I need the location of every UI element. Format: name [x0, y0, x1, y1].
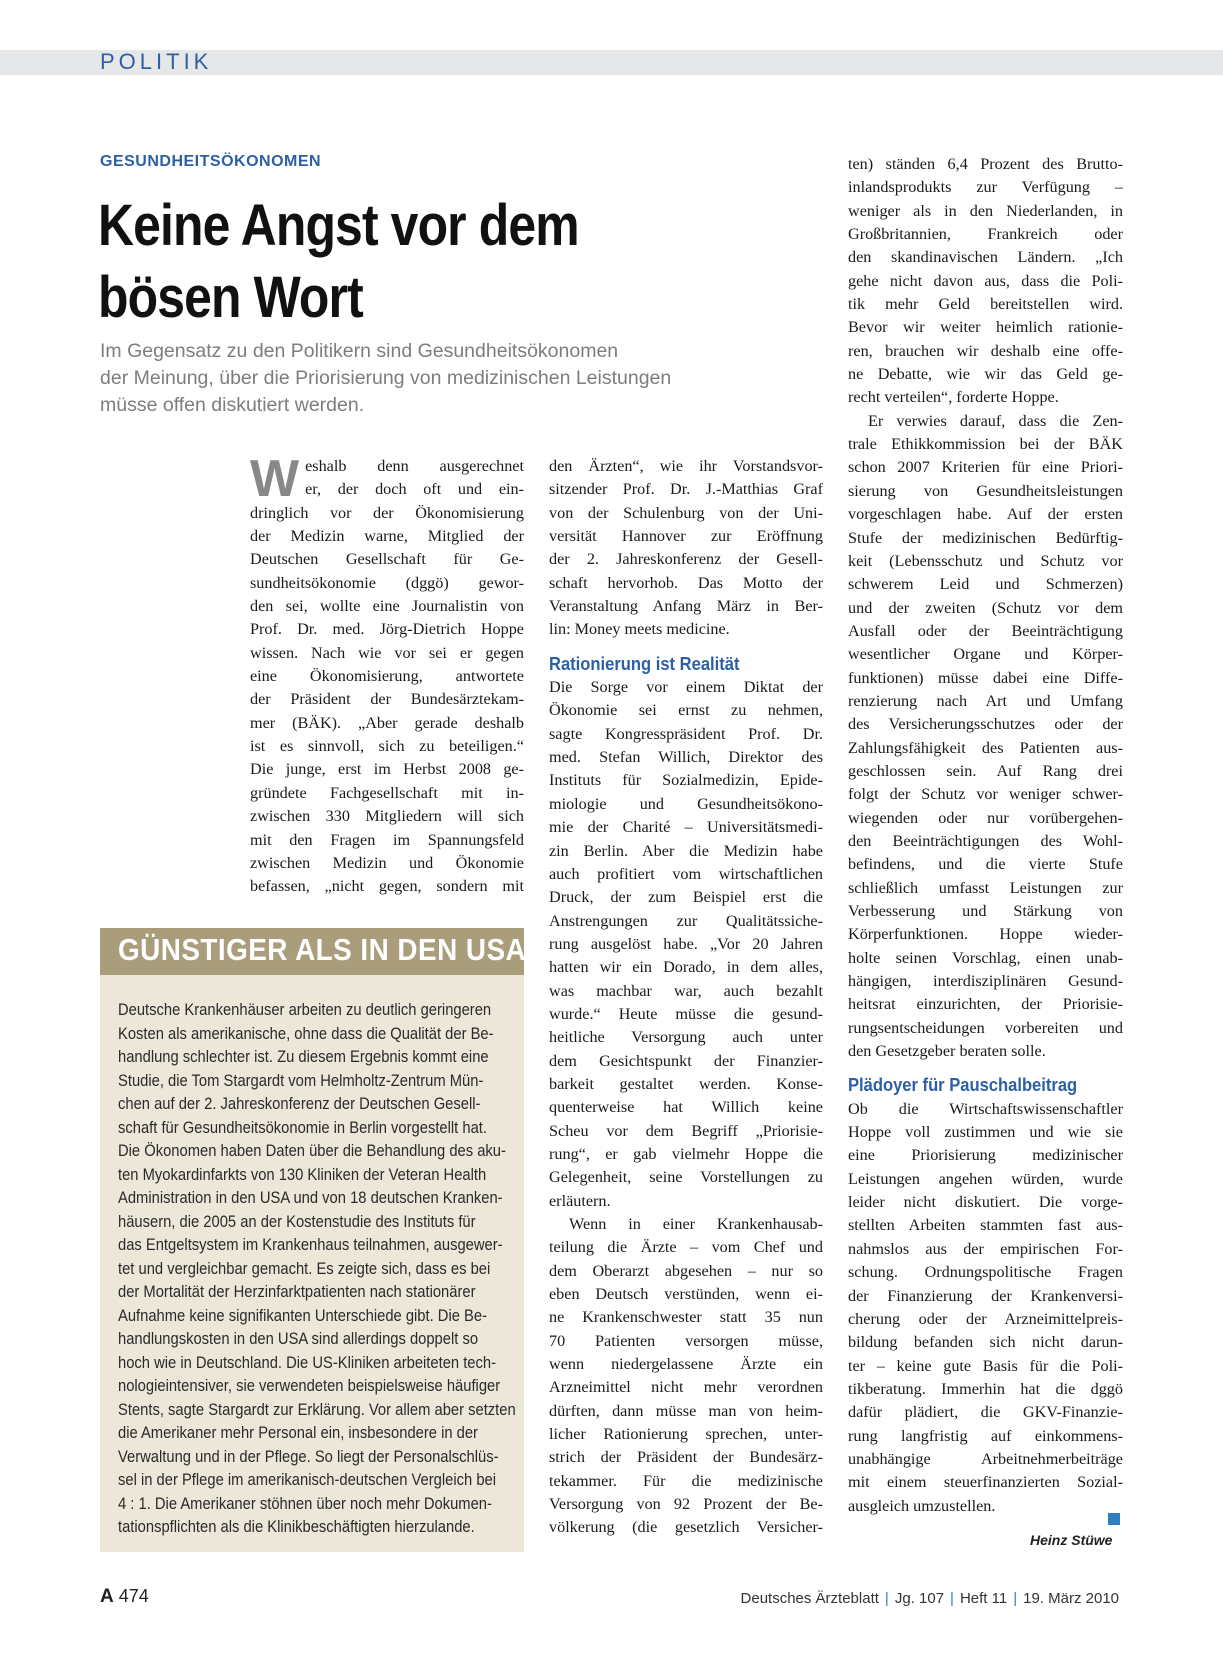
text-line: den Beeinträchtigungen des Wohl- — [848, 831, 1123, 850]
text-line: den skandinavischen Ländern. „Ich — [848, 248, 1123, 267]
text-line: ter – keine gute Basis für die Poli- — [848, 1356, 1123, 1375]
lead-line: Im Gegensatz zu den Politikern sind Gesundheitsökonomen — [100, 340, 619, 362]
text-line: sagte Kongresspräsident Prof. Dr. — [549, 724, 823, 743]
text-line: keit (Lebensschutz und Schutz vor — [848, 551, 1123, 570]
footer-citation: Deutsches Ärzteblatt | Jg. 107 | Heft 11 | 19. März 2010 — [740, 1590, 1119, 1607]
text-line: heitliche Versorgung auch unter — [549, 1028, 823, 1047]
text-line: funktionen) müsse dabei eine Diffe- — [848, 668, 1123, 687]
headline-line-2: bösen Wort — [98, 265, 363, 330]
text-line: hängigen, interdisziplinären Gesund- — [848, 972, 1123, 991]
text-line: dürften, dann müsse man von heim- — [549, 1401, 823, 1420]
text-line: Deutschen Gesellschaft für Ge- — [250, 550, 524, 569]
sidebar-text-line: Aufnahme keine signifikanten Unterschiede gibt. Die Be- — [118, 1306, 487, 1325]
text-line: befassen, „nicht gegen, sondern mit — [250, 877, 524, 896]
text-line: von der Schulenburg von der Uni- — [549, 503, 823, 522]
text-line: den Ärzten“, wie ihr Vorstandsvor- — [549, 457, 823, 475]
sidebar-box-header — [100, 928, 527, 975]
text-line: leider nicht diskutiert. Die vorge- — [848, 1193, 1123, 1212]
article-column-1 — [250, 450, 524, 899]
text-line: Körperfunktionen. Hoppe wieder- — [848, 925, 1123, 944]
sidebar-text-line: tationspflichten als die Klinikbeschäftigten hierzulande. — [118, 1518, 475, 1536]
text-line: schung. Ordnungspolitische Fragen — [848, 1263, 1123, 1282]
subheading: Plädoyer für Pauschalbeitrag — [848, 1075, 1078, 1096]
sidebar-text-line: das Entgeltsystem im Krankenhaus teilnahmen, ausgewer- — [118, 1236, 503, 1254]
author-name: Heinz Stüwe — [1030, 1532, 1113, 1548]
text-line: und der zweiten (Schutz vor dem — [848, 598, 1123, 617]
text-line: Bevor wir weiter heimlich rationie- — [848, 318, 1123, 337]
text-line: schaft hervorhob. Das Motto der — [549, 573, 823, 592]
sidebar-text-line: Die Ökonomen haben Daten über die Behandlung des aku- — [118, 1142, 506, 1160]
text-line: licher Rationierung sprechen, unter- — [549, 1425, 823, 1444]
text-line: versität Hannover zur Eröffnung — [549, 527, 823, 546]
text-line: ausgleich umzustellen. — [848, 1496, 996, 1515]
text-line: was machbar war, auch bezahlt — [549, 981, 823, 1000]
text-line: wurde.“ Heute müsse die gesund- — [549, 1004, 823, 1023]
text-line: folgt der Schutz vor weniger schwer- — [848, 785, 1123, 804]
sidebar-text-line: handlung schlechter ist. Zu diesem Ergebnis kommt eine — [118, 1048, 489, 1066]
journal-date: 19. März 2010 — [1023, 1590, 1119, 1607]
text-line: lin: Money meets medicine. — [549, 620, 730, 639]
article-column-2 — [549, 455, 823, 1540]
lead-line: der Meinung, über die Priorisierung von medizinischen Leistungen — [100, 367, 672, 389]
text-line: mit einem steuerfinanzierten Sozial- — [848, 1473, 1123, 1492]
text-line: Ökonomie sei ernst zu nehmen, — [549, 701, 823, 720]
text-line: den Gesetzgeber beraten solle. — [848, 1042, 1046, 1061]
text-line: heitsrat einzurichten, der Priorisie- — [848, 995, 1123, 1014]
text-line: Verbesserung und Stärkung von — [848, 902, 1123, 920]
text-line: barkeit gestaltet werden. Konse- — [549, 1074, 823, 1093]
text-line: gründete Fachgesellschaft mit in- — [250, 783, 524, 802]
text-line: Stufe der medizinischen Bedürftig- — [848, 528, 1123, 547]
lead-line: müsse offen diskutiert werden. — [100, 394, 365, 416]
sidebar-text-line: häusern, die 2005 an der Kostenstudie des Instituts für — [118, 1212, 476, 1231]
text-line: zin Berlin. Aber die Medizin habe — [549, 841, 823, 860]
text-line: Die junge, erst im Herbst 2008 ge- — [250, 760, 524, 779]
text-line: sierung von Gesundheitsleistungen — [848, 481, 1123, 500]
text-line: teilung die Ärzte – vom Chef und — [549, 1238, 823, 1257]
sidebar-text-line: die Amerikaner mehr Personal ein, insbesondere in der — [118, 1424, 478, 1442]
text-line: vorgeschlagen habe. Auf der ersten — [848, 505, 1123, 524]
text-line: wesentlicher Organe und Körper- — [848, 645, 1123, 664]
text-line: schon 2007 Kriterien für eine Priori- — [848, 458, 1123, 477]
text-line: schwerem Leid und Schmerzen) — [848, 575, 1123, 594]
sidebar-box-title: GÜNSTIGER ALS IN DEN USA — [118, 932, 527, 967]
text-line: Instituts für Sozialmedizin, Epide- — [549, 771, 823, 790]
text-line: der Präsident der Bundesärztekam- — [250, 690, 524, 709]
headline-line-1: Keine Angst vor dem — [98, 193, 579, 258]
text-line: ist es sinnvoll, sich zu beteiligen.“ — [250, 737, 524, 756]
text-line: Er verwies darauf, dass die Zen- — [868, 411, 1123, 430]
text-line: recht verteilen“, forderte Hoppe. — [848, 388, 1059, 407]
text-line: Versorgung von 92 Prozent der Be- — [549, 1495, 823, 1514]
text-line: Scheu vor dem Begriff „Priorisie- — [549, 1121, 823, 1140]
text-line: Leistungen angehen würden, wurde — [848, 1169, 1123, 1188]
text-line: der 2. Jahreskonferenz der Gesell- — [549, 550, 823, 569]
journal-issue: Heft 11 — [959, 1590, 1008, 1607]
text-line: wissen. Nach wie vor sei er gegen — [250, 643, 524, 662]
sidebar-text-line: hoch wie in Deutschland. Die US-Kliniken arbeiteten tech- — [118, 1353, 497, 1372]
text-line: 70 Patienten versorgen müsse, — [549, 1331, 823, 1350]
sidebar-text-line: Verwaltung und in der Pflege. So liegt der Personalschlüs- — [118, 1447, 499, 1466]
page-num-value: 474 — [118, 1586, 149, 1606]
sidebar-box-body — [118, 999, 516, 1540]
subheading: Rationierung ist Realität — [549, 653, 740, 674]
text-line: holte seinen Vorschlag, einen unab- — [848, 948, 1123, 967]
text-line: Druck, der zum Beispiel erst die — [549, 888, 823, 907]
text-line: mit den Fragen im Spannungsfeld — [250, 830, 524, 849]
text-line: Prof. Dr. med. Jörg-Dietrich Hoppe — [250, 620, 524, 639]
end-mark-icon — [1108, 1513, 1120, 1525]
text-line: völkerung (die gesetzlich Versicher- — [549, 1518, 823, 1537]
text-line: Arzneimittel nicht mehr verordnen — [549, 1378, 823, 1397]
page-prefix: A — [100, 1586, 114, 1607]
journal-name: Deutsches Ärzteblatt — [740, 1590, 879, 1607]
text-line: Veranstaltung Anfang März in Ber- — [549, 597, 823, 616]
text-line: ne Krankenschwester statt 35 nun — [549, 1308, 823, 1327]
sidebar-text-line: chen auf der 2. Jahreskonferenz der Deutschen Gesell- — [118, 1095, 481, 1113]
sidebar-text-line: nologieintensiver, sie verwendeten beispielsweise häufiger — [118, 1377, 501, 1395]
text-line: den sei, wollte eine Journalistin von — [250, 597, 524, 616]
text-line: Ausfall oder der Beeinträchtigung — [848, 621, 1123, 640]
text-line: Gelegenheit, seine Vorstellungen zu — [549, 1168, 823, 1187]
text-line: dafür plädiert, die GKV-Finanzie- — [848, 1403, 1123, 1422]
text-line: weniger als in den Niederlanden, in — [848, 201, 1123, 220]
text-line: dringlich vor der Ökonomisierung — [250, 503, 524, 522]
text-line: ne Debatte, wie wir das Geld ge- — [848, 365, 1123, 384]
text-line: mie der Charité – Universitätsmedi- — [549, 818, 823, 837]
text-line: geschlossen sein. Auf Rang drei — [848, 761, 1123, 780]
text-line: tik mehr Geld bereitstellen wird. — [848, 295, 1123, 314]
text-line: gehe nicht davon aus, dass die Poli- — [848, 271, 1123, 290]
text-line: Anstrengungen zur Qualitätssiche- — [549, 911, 823, 930]
text-line: auch profitiert vom wirtschaftlichen — [549, 864, 823, 883]
kicker: GESUNDHEITSÖKONOMEN — [100, 153, 322, 170]
sidebar-text-line: tet und vergleichbar gemacht. Es zeigte sich, dass es bei — [118, 1259, 491, 1278]
text-line: Ob die Wirtschaftswissenschaftler — [848, 1099, 1123, 1118]
text-line: eshalb denn ausgerechnet — [305, 457, 524, 475]
text-line: rungsentscheidungen vorbereiten und — [848, 1018, 1123, 1037]
text-line: unabhängige Arbeitnehmerbeiträge — [848, 1449, 1123, 1468]
text-line: der Medizin warne, Mitglied der — [250, 527, 524, 546]
text-line: er, der doch oft und ein- — [305, 480, 524, 499]
text-line: renzierung nach Art und Umfang — [848, 691, 1123, 710]
text-line: cherung oder der Arzneimittelpreis- — [848, 1309, 1123, 1328]
text-line: trale Ethikkommission bei der BÄK — [848, 435, 1123, 454]
sidebar-text-line: Studie, die Tom Stargardt vom Helmholtz-Zentrum Mün- — [118, 1071, 484, 1090]
text-line: med. Stefan Willich, Direktor des — [549, 748, 823, 767]
sidebar-box — [100, 928, 527, 1552]
text-line: tikberatung. Immerhin hat die dggö — [848, 1379, 1123, 1398]
sidebar-text-line: Kosten als amerikanische, ohne dass die Qualität der Be- — [118, 1024, 494, 1043]
text-line: eine Priorisierung medizinischer — [848, 1146, 1123, 1165]
text-line: schließlich umfasst Leistungen zur — [848, 878, 1123, 897]
sidebar-text-line: schaft für Gesundheitsökonomie in Berlin vorgestellt hat. — [118, 1118, 487, 1137]
text-line: miologie und Gesundheitsökono- — [549, 794, 823, 813]
text-line: hatten wir ein Dorado, in dem alles, — [549, 958, 823, 977]
text-line: bildung befanden sich nicht darun- — [848, 1333, 1123, 1352]
text-line: befindens, und die vierte Stufe — [848, 855, 1123, 874]
text-line: strich der Präsident der Bundesärz- — [549, 1448, 823, 1467]
sidebar-text-line: handlungskosten in den USA sind allerdings doppelt so — [118, 1330, 479, 1348]
text-line: wenn niedergelassene Ärzte ein — [549, 1355, 823, 1374]
text-line: zwischen 330 Mitgliedern will sich — [250, 807, 524, 826]
text-line: Großbritannien, Frankreich oder — [848, 225, 1123, 244]
text-line: Die Sorge vor einem Diktat der — [549, 678, 823, 697]
text-line: tekammer. Für die medizinische — [549, 1471, 823, 1490]
text-line: stellten Arbeiten stammten fast aus- — [848, 1216, 1123, 1235]
text-line: dem Oberarzt abgesehen – nur so — [549, 1261, 823, 1280]
text-line: ten) ständen 6,4 Prozent des Brutto- — [848, 155, 1123, 173]
text-line: wiegenden oder nur vorübergehen- — [848, 808, 1123, 827]
section-label: POLITIK — [100, 49, 213, 74]
text-line: erläutern. — [549, 1191, 611, 1210]
text-line: mer (BÄK). „Aber gerade deshalb — [250, 713, 524, 732]
article-column-3 — [848, 153, 1123, 1518]
journal-volume: Jg. 107 — [894, 1590, 945, 1607]
sidebar-text-line: sel in der Pflege im amerikanisch-deutschen Vergleich bei — [118, 1471, 497, 1489]
text-line: eine Ökonomisierung, antwortete — [250, 667, 524, 686]
lead-paragraph — [100, 338, 820, 419]
text-line: nahmslos aus der empirischen For- — [848, 1239, 1123, 1258]
text-line: eben Deutsch verstünden, wenn ei- — [549, 1285, 823, 1304]
sidebar-text-line: der Mortalität der Herzinfarktpatienten nach stationärer — [118, 1283, 476, 1301]
text-line: zwischen Medizin und Ökonomie — [250, 853, 524, 872]
sidebar-text-line: Administration in den USA und von 18 deutschen Kranken- — [118, 1189, 503, 1207]
text-line: des Versicherungsschutzes oder der — [848, 715, 1123, 734]
headline — [98, 190, 579, 334]
drop-cap: W — [250, 450, 300, 508]
sidebar-text-line: Stents, sagte Stargardt zur Erklärung. Vor allem aber setzten — [118, 1400, 516, 1419]
sidebar-text-line: 4 : 1. Die Amerikaner stöhnen über noch mehr Dokumen- — [118, 1494, 492, 1513]
text-line: ren, brauchen wir deshalb eine offe- — [848, 341, 1123, 360]
text-line: inlandsprodukts zur Verfügung – — [848, 178, 1123, 197]
text-line: Wenn in einer Krankenhausab- — [569, 1215, 823, 1233]
text-line: der Finanzierung der Krankenversi- — [848, 1286, 1123, 1305]
text-line: Hoppe voll zustimmen und wie sie — [848, 1123, 1123, 1142]
text-line: rung“, er gab vielmehr Hoppe die — [549, 1144, 823, 1163]
sidebar-text-line: Deutsche Krankenhäuser arbeiten zu deutlich geringeren — [118, 1001, 492, 1019]
text-line: quenterweise hat Willich keine — [549, 1098, 823, 1117]
text-line: rung ausgelöst habe. „Vor 20 Jahren — [549, 934, 823, 953]
sidebar-text-line: ten Myokardinfarkts von 130 Kliniken der Veteran Health — [118, 1165, 487, 1184]
page-number — [100, 1586, 149, 1608]
text-line: rung langfristig auf einkommens- — [848, 1426, 1123, 1445]
text-line: Zahlungsfähigkeit des Patienten aus- — [848, 738, 1123, 757]
text-line: dem Gesichtspunkt der Finanzier- — [549, 1051, 823, 1070]
text-line: sitzender Prof. Dr. J.-Matthias Graf — [549, 480, 823, 499]
text-line: sundheitsökonomie (dggö) gewor- — [250, 573, 524, 592]
